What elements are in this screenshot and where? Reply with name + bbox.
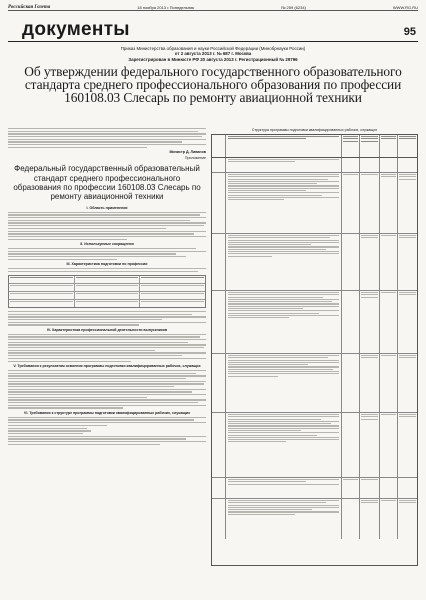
table-row <box>212 158 417 173</box>
body-columns <box>8 128 418 596</box>
section-text <box>8 311 206 326</box>
section-text <box>8 212 206 240</box>
order-info <box>8 46 418 62</box>
minister-signature: Министр Д. Ливанов <box>169 150 206 155</box>
table-row <box>212 413 417 478</box>
table-row <box>212 499 417 539</box>
section-heading: I. Область применения <box>86 205 128 210</box>
section-title: документы <box>22 19 130 40</box>
table-row <box>212 173 417 234</box>
section-text <box>8 417 206 445</box>
paper-name: Российская Газета <box>8 4 51 10</box>
page-number: 95 <box>403 26 416 38</box>
right-column <box>211 128 418 596</box>
section-text <box>8 268 206 272</box>
section-text <box>8 248 206 260</box>
section-header <box>8 11 418 42</box>
section-text <box>8 334 206 362</box>
intro-text <box>8 128 206 148</box>
term-table <box>8 275 206 308</box>
section-text <box>8 370 206 409</box>
issue-date: 18 ноября 2013 • Понедельник <box>137 4 195 10</box>
left-column <box>8 128 206 596</box>
table-row <box>212 354 417 413</box>
table-row <box>212 478 417 499</box>
section-heading: IV. Характеристика профессиональной деятельности выпускников <box>46 327 168 332</box>
table-header <box>212 135 417 158</box>
section-heading: III. Характеристика подготовки по профессии <box>66 261 148 266</box>
program-structure-table <box>211 134 418 566</box>
standard-title: Федеральный государственный образовательный стандарт среднего профессионального образования по профессии 160108.03 Слесарь по ремонту авиационной техники <box>13 164 201 202</box>
table-row <box>212 234 417 291</box>
issue-number: № 259 (6234) <box>281 4 306 10</box>
order-issuer: Приказ Министерства образования и науки Российской Федерации (Минобрнауки России) <box>120 46 306 51</box>
table-row <box>212 291 417 354</box>
top-bar <box>8 4 418 11</box>
table-caption: Структура программы подготовки квалифицированных рабочих, служащих <box>251 128 378 132</box>
order-date: от 2 августа 2013 г. № 687 г. Москва <box>174 51 252 57</box>
section-heading: V. Требования к результатам освоения программы подготовки квалифицированных рабочих, служащих <box>13 363 201 368</box>
site-url[interactable]: WWW.RG.RU <box>392 4 418 10</box>
section-heading: II. Используемые сокращения <box>80 241 134 246</box>
order-registration: Зарегистрирован в Минюсте РФ 20 августа 2013 г. Регистрационный № 29796 <box>128 56 298 62</box>
appendix-label: Приложение <box>184 156 206 161</box>
document-headline: Об утверждении федерального государственного образовательного стандарта среднего профессионального образования по профессии 160108.03 Слесарь по ремонту авиационной техники <box>24 64 402 106</box>
section-heading: VI. Требования к структуре программы подготовки квалифицированных рабочих, служащих <box>23 410 191 415</box>
